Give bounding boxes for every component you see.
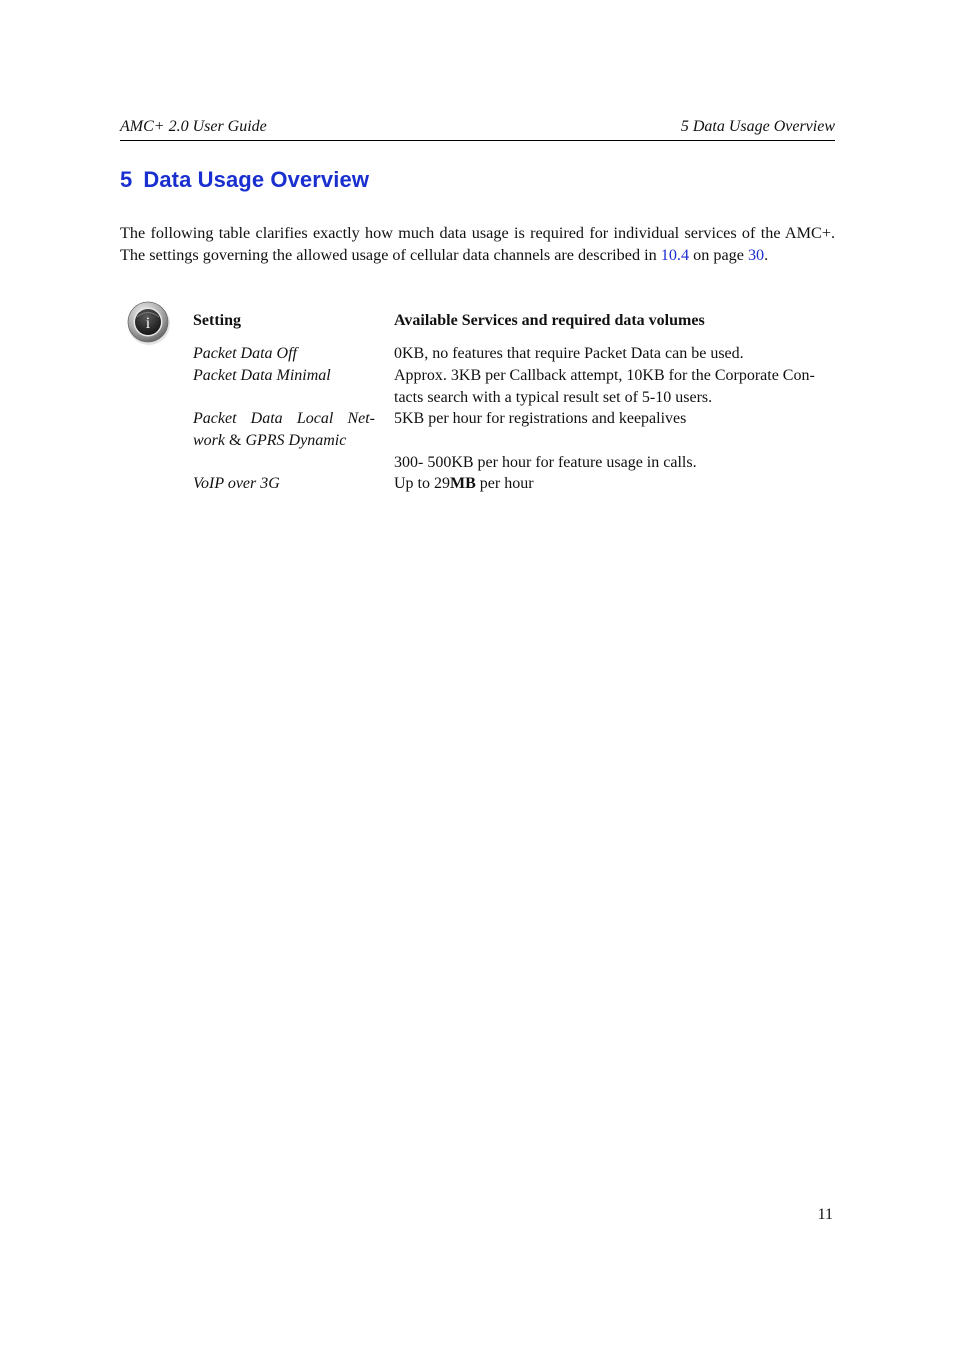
table-cell-service-line: tacts search with a typical result set of 5-10 users.: [394, 388, 713, 406]
section-title-text: Data Usage Overview: [143, 167, 370, 192]
info-glyph: i: [145, 315, 151, 332]
table-cell-setting: Packet Data Minimal: [193, 367, 331, 384]
ampersand: &: [229, 431, 242, 449]
intro-text-before: The following table clarifies exactly how much data usage is required for individual services of the AMC+. The settings governing the allowed usage of cellular data channels are described in: [120, 224, 835, 264]
setting-text: work: [193, 431, 225, 449]
table-cell-service: 5KB per hour for registrations and keepalives: [394, 410, 687, 427]
table-cell-service: 0KB, no features that require Packet Data can be used.: [394, 345, 744, 362]
service-text: per hour: [475, 475, 534, 492]
table-header-services: Available Services and required data volumes: [394, 312, 705, 329]
intro-text-middle: on page: [689, 245, 748, 264]
section-number: 5: [120, 167, 133, 192]
table-cell-setting: VoIP over 3G: [193, 475, 280, 492]
intro-paragraph: [120, 223, 835, 266]
table-cell-setting: Packet Data Off: [193, 345, 297, 362]
table-header-setting: Setting: [193, 312, 241, 329]
section-reference-link[interactable]: 10.4: [660, 245, 690, 264]
table-cell-service-line: Approx. 3KB per Callback attempt, 10KB for the Corporate Con-: [394, 367, 815, 384]
section-heading: [120, 167, 369, 193]
running-header-section: 5 Data Usage Overview: [680, 118, 835, 135]
service-text: Up to 29: [394, 475, 450, 492]
info-icon: [126, 300, 172, 346]
running-header-title: AMC+ 2.0 User Guide: [120, 118, 267, 135]
intro-text-after: .: [764, 245, 769, 264]
service-unit-bold: MB: [450, 475, 476, 492]
table-cell-setting: [193, 408, 375, 451]
table-cell-setting-line: [193, 430, 375, 452]
table-cell-service: 300- 500KB per hour for feature usage in calls.: [394, 454, 697, 471]
page-reference-link[interactable]: 30: [747, 245, 765, 264]
page-number: 11: [817, 1206, 833, 1223]
table-cell-service: [394, 365, 849, 408]
table-cell-service: [394, 473, 849, 495]
header-rule: [120, 140, 835, 141]
table-cell-setting-line: Packet Data Local Net-: [193, 410, 375, 427]
setting-text: GPRS Dynamic: [245, 431, 347, 449]
